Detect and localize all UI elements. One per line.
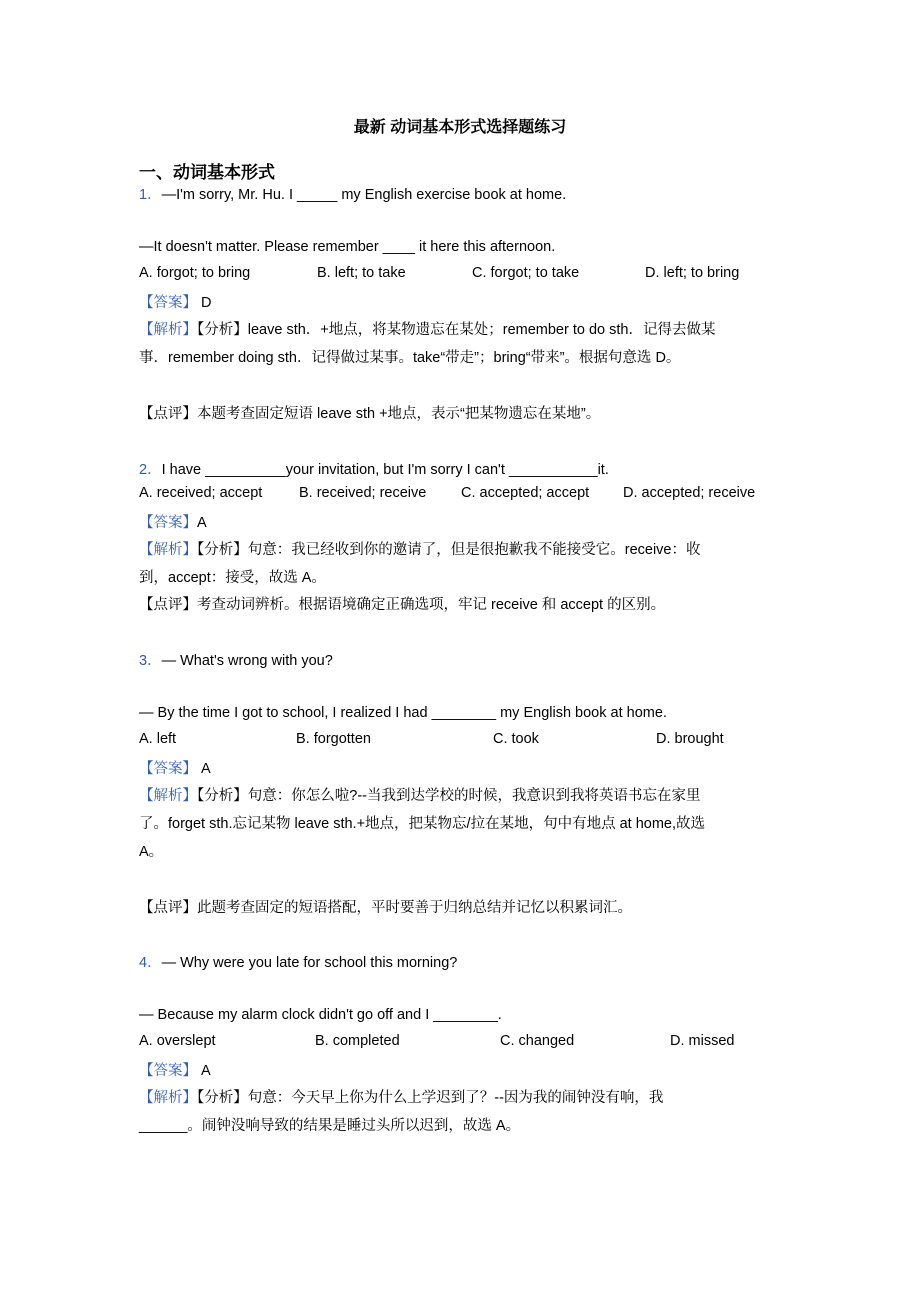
q1-analysis-line1: 【解析】【分析】leave sth．+地点，将某物遗忘在某处；remember to do sth．记得去做某 bbox=[139, 322, 716, 338]
q4-analysis-line2: ______。闹钟没响导致的结果是睡过头所以迟到，故选 A。 bbox=[139, 1118, 521, 1134]
q1-option-d: D. left; to bring bbox=[645, 265, 740, 281]
q3-option-c: C. took bbox=[493, 731, 539, 747]
review-label: 【点评】 bbox=[139, 406, 197, 422]
q3-option-a: A. left bbox=[139, 731, 177, 747]
q3-analysis-line3: A。 bbox=[139, 844, 164, 860]
answer-label: 【答案】 bbox=[139, 295, 197, 311]
q4-number: 4． bbox=[139, 955, 162, 971]
q1-number: 1． bbox=[139, 187, 162, 203]
q4-line2: — Because my alarm clock didn't go off and I ________. bbox=[139, 1007, 502, 1023]
page-title: 最新 动词基本形式选择题练习 bbox=[353, 119, 567, 136]
q2-analysis-line2: 到，accept：接受，故选 A。 bbox=[139, 570, 326, 586]
q3-answer-value: A bbox=[201, 761, 211, 777]
q1-option-a: A. forgot; to bring bbox=[139, 265, 251, 281]
q2-line1: I have __________your invitation, but I'm sorry I can't ___________it. bbox=[161, 462, 609, 478]
q3-option-d: D. brought bbox=[656, 731, 724, 747]
q2-answer-value: A bbox=[197, 515, 207, 531]
q3-line2: — By the time I got to school, I realized I had ________ my English book at home. bbox=[139, 705, 667, 721]
q2-review: 【点评】考查动词辨析。根据语境确定正确选项，牢记 receive 和 accept 的区别。 bbox=[139, 597, 666, 613]
q3-line1: — What's wrong with you? bbox=[161, 653, 333, 669]
q1-line1: —I'm sorry, Mr. Hu. I _____ my English exercise book at home. bbox=[161, 187, 567, 203]
q2-option-d: D. accepted; receive bbox=[623, 485, 756, 501]
q3-analysis-line1: 【解析】【分析】句意：你怎么啦?--当我到达学校的时候，我意识到我将英语书忘在家里 bbox=[139, 788, 701, 804]
q3-answer: 【答案】 A bbox=[139, 761, 211, 777]
q2-number: 2． bbox=[139, 462, 162, 478]
q4-option-a: A. overslept bbox=[139, 1033, 216, 1049]
q4-answer: 【答案】 A bbox=[139, 1063, 211, 1079]
q4-analysis-line1: 【解析】【分析】句意：今天早上你为什么上学迟到了？--因为我的闹钟没有响，我 bbox=[139, 1090, 664, 1106]
q2-analysis-line1: 【解析】【分析】句意：我已经收到你的邀请了，但是很抱歉我不能接受它。receive：收 bbox=[139, 542, 701, 558]
q4-option-c: C. changed bbox=[500, 1033, 575, 1049]
q2-option-b: B. received; receive bbox=[299, 485, 427, 501]
q1-option-c: C. forgot; to take bbox=[472, 265, 580, 281]
q2-option-c: C. accepted; accept bbox=[461, 485, 590, 501]
q4-answer-value: A bbox=[201, 1063, 211, 1079]
q4-line1: — Why were you late for school this morning? bbox=[161, 955, 458, 971]
q1-analysis-line2: 事．remember doing sth．记得做过某事。take“带走”；bring“带来”。根据句意选 D。 bbox=[139, 350, 681, 366]
q2-stem bbox=[139, 458, 609, 479]
q3-number: 3． bbox=[139, 653, 162, 669]
q3-option-b: B. forgotten bbox=[296, 731, 371, 747]
q1-line2: —It doesn't matter. Please remember ____ it here this afternoon. bbox=[139, 239, 556, 255]
q3-stem bbox=[139, 649, 333, 670]
q2-option-a: A. received; accept bbox=[139, 485, 263, 501]
analysis-label: 【解析】 bbox=[139, 322, 197, 338]
q2-answer: 【答案】A bbox=[139, 515, 207, 531]
q1-stem bbox=[139, 183, 566, 204]
q1-answer bbox=[139, 291, 212, 312]
section-heading: 一、动词基本形式 bbox=[139, 163, 275, 182]
q4-stem bbox=[139, 951, 457, 972]
q3-review: 【点评】此题考查固定的短语搭配，平时要善于归纳总结并记忆以积累词汇。 bbox=[139, 900, 632, 916]
q3-analysis-line2: 了。forget sth.忘记某物 leave sth.+地点，把某物忘/拉在某地，句中有地点 at home,故选 bbox=[139, 816, 706, 832]
q1-option-b: B. left; to take bbox=[317, 265, 406, 281]
q1-review: 【点评】本题考查固定短语 leave sth +地点，表示“把某物遗忘在某地”。 bbox=[139, 406, 601, 422]
q4-option-b: B. completed bbox=[315, 1033, 400, 1049]
q1-answer-value: D bbox=[201, 295, 212, 311]
q4-option-d: D. missed bbox=[670, 1033, 735, 1049]
